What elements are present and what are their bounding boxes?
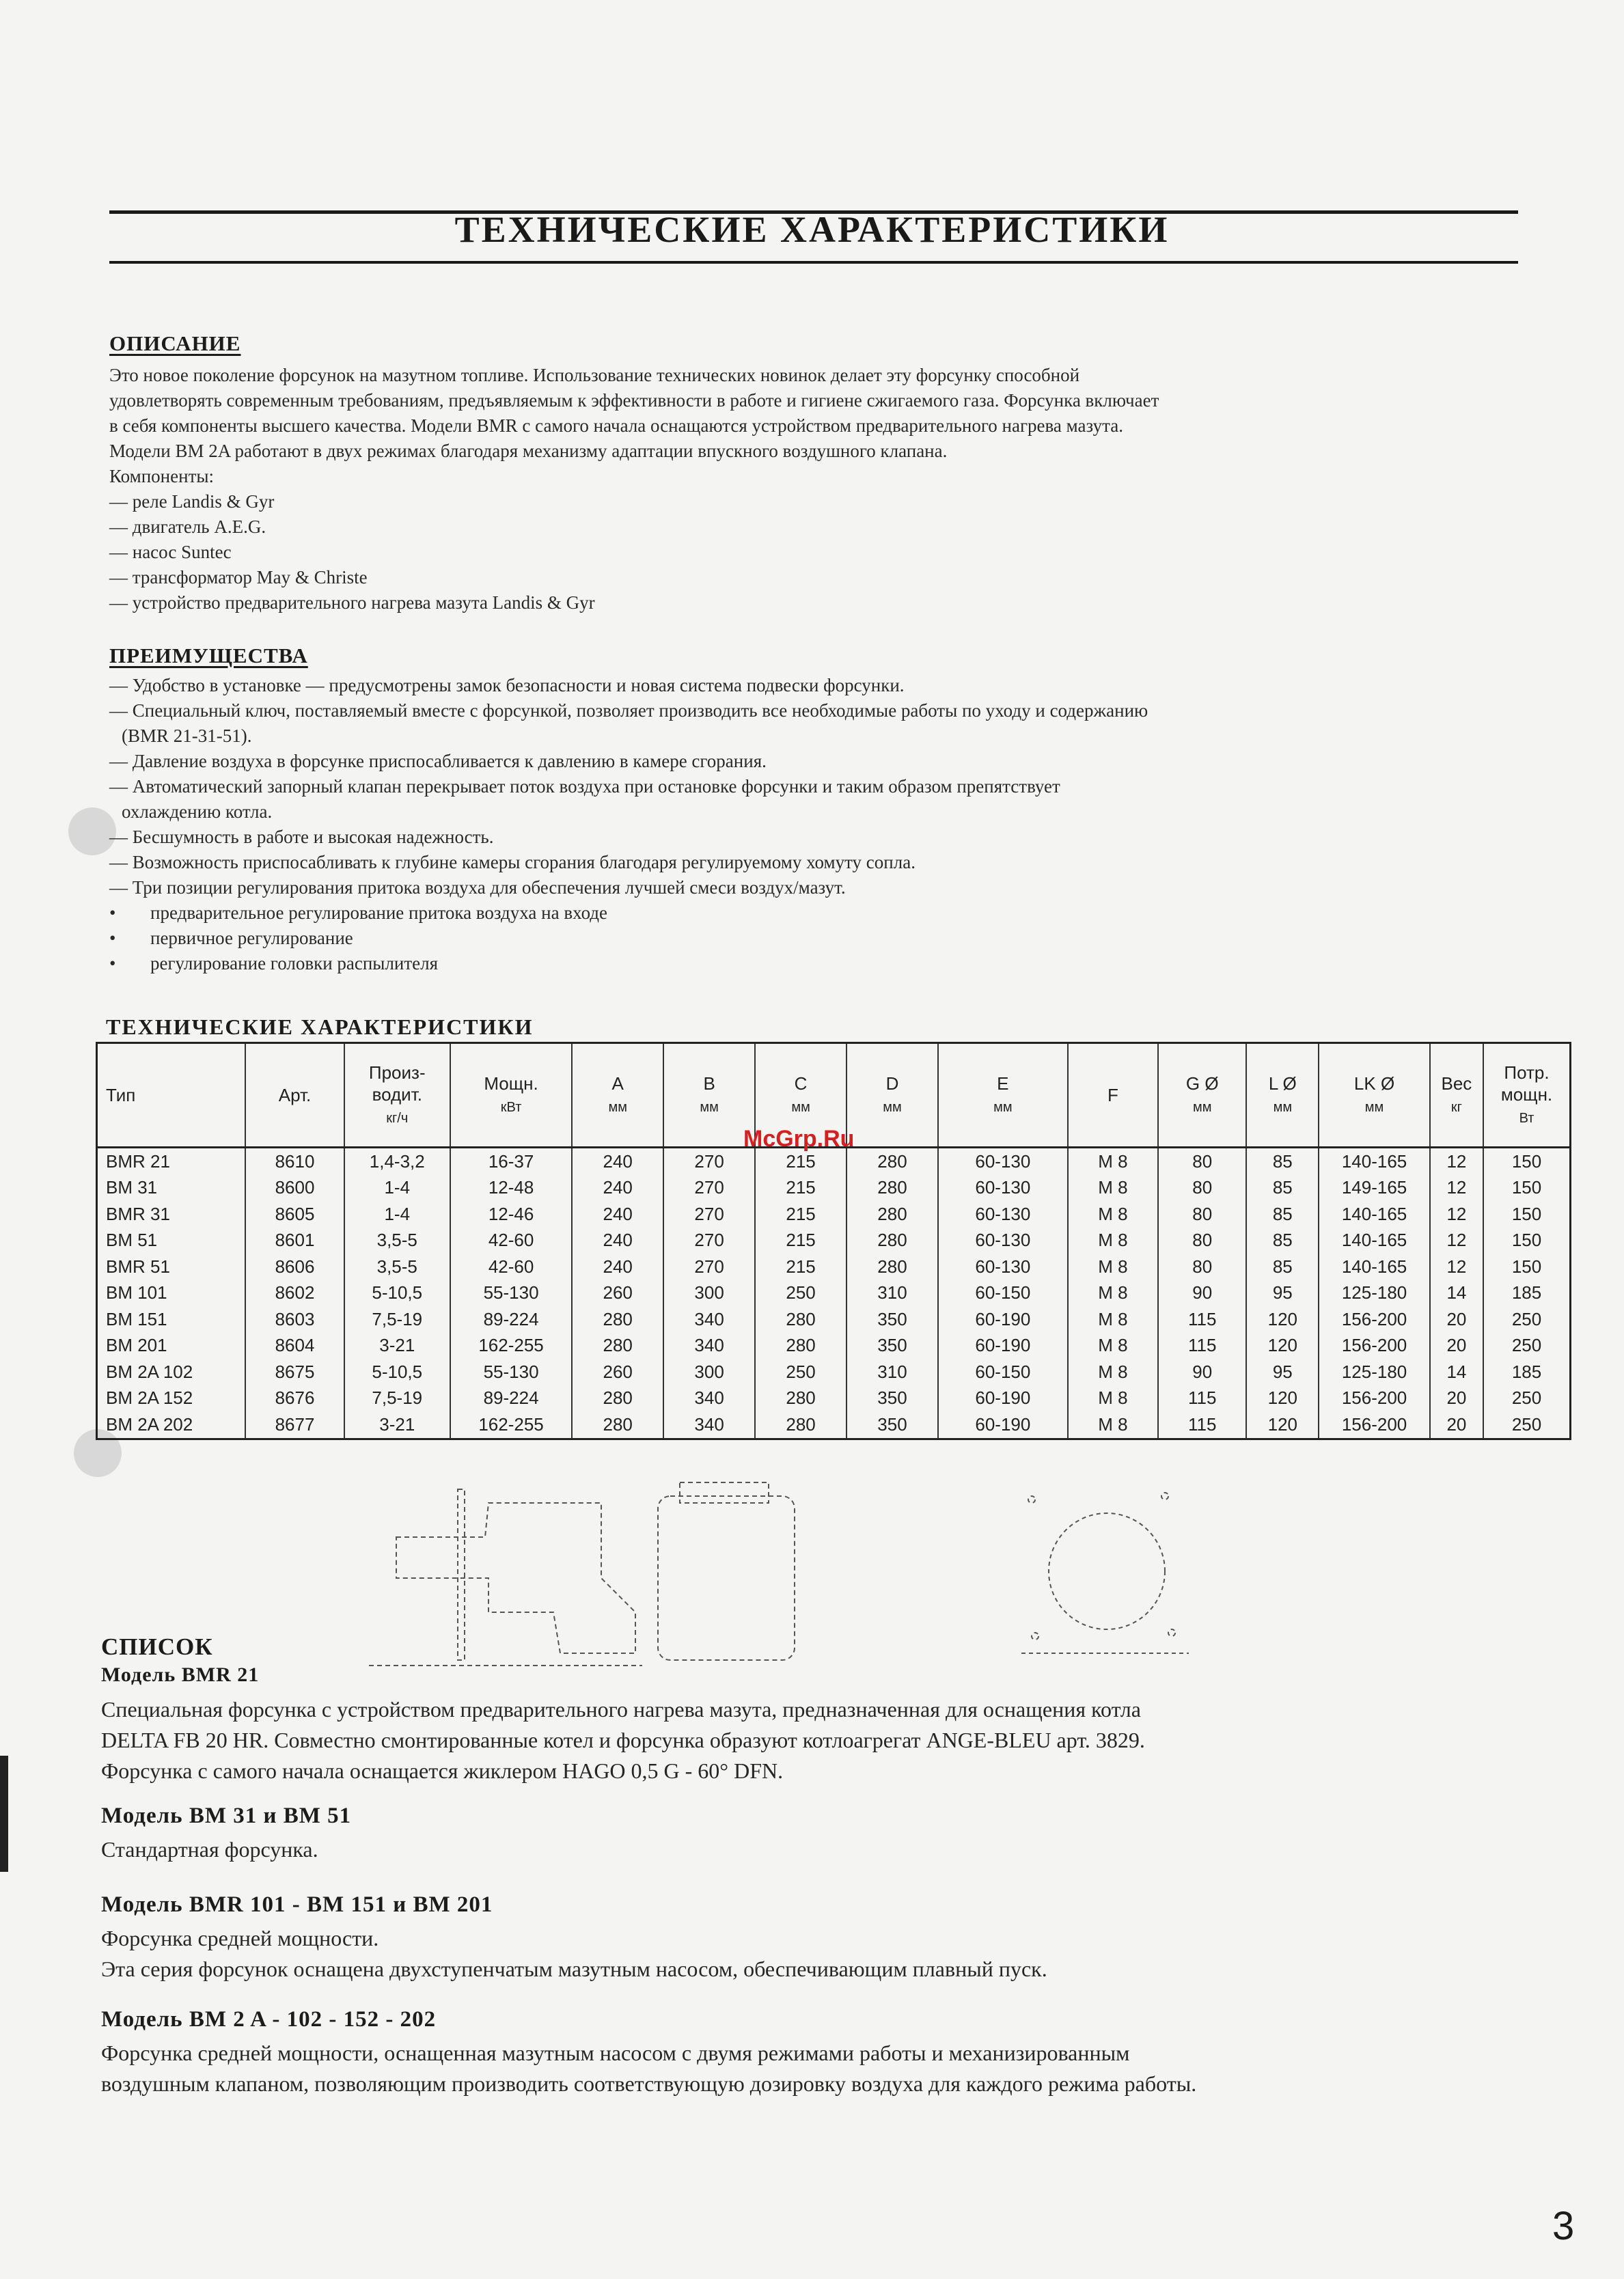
table-cell: M 8 (1068, 1280, 1158, 1307)
table-cell: 14 (1430, 1359, 1483, 1385)
advantage-line: (BMR 21-31-51). (122, 726, 252, 746)
table-cell: 250 (755, 1359, 847, 1385)
table-row (97, 1306, 1571, 1333)
column-unit: мм (608, 1099, 627, 1115)
description-text (109, 363, 1517, 464)
table-cell: BM 201 (97, 1333, 246, 1359)
table-cell: 280 (572, 1411, 663, 1439)
table-cell: 270 (663, 1175, 755, 1202)
column-label: F (1107, 1085, 1118, 1105)
table-cell: M 8 (1068, 1201, 1158, 1228)
table-cell: BMR 51 (97, 1254, 246, 1280)
table-cell: 60-190 (938, 1385, 1068, 1412)
burner-side-drawing (369, 1476, 656, 1674)
table-cell: 12 (1430, 1148, 1483, 1175)
table-cell: 280 (847, 1254, 938, 1280)
table-cell: 240 (572, 1254, 663, 1280)
column-label: Мощн. (484, 1073, 538, 1094)
table-cell: 120 (1246, 1306, 1319, 1333)
column-unit: мм (791, 1099, 810, 1115)
table-cell: 350 (847, 1306, 938, 1333)
column-unit: мм (883, 1099, 902, 1115)
table-cell: 215 (755, 1228, 847, 1254)
table-cell: 60-130 (938, 1175, 1068, 1202)
column-header (1246, 1043, 1319, 1148)
spec-table-heading: ТЕХНИЧЕСКИЕ ХАРАКТЕРИСТИКИ (106, 1014, 534, 1039)
column-header (847, 1043, 938, 1148)
table-cell: 12 (1430, 1254, 1483, 1280)
table-cell: M 8 (1068, 1175, 1158, 1202)
table-cell: 12 (1430, 1228, 1483, 1254)
table-cell: 150 (1483, 1175, 1570, 1202)
table-cell: 260 (572, 1280, 663, 1307)
table-cell: 270 (663, 1228, 755, 1254)
bullet-mark: • (109, 902, 116, 923)
model-line: Специальная форсунка с устройством предварительного нагрева мазута, предназначенная для оснащения котла (101, 1697, 1141, 1722)
table-row (97, 1228, 1571, 1254)
table-cell: 280 (847, 1201, 938, 1228)
table-cell: 310 (847, 1359, 938, 1385)
column-unit: Вт (1519, 1110, 1534, 1126)
table-cell: 156-200 (1319, 1306, 1429, 1333)
table-cell: 150 (1483, 1148, 1570, 1175)
table-cell: 8610 (245, 1148, 344, 1175)
table-cell: 8675 (245, 1359, 344, 1385)
table-cell: M 8 (1068, 1254, 1158, 1280)
table-cell: BMR 31 (97, 1201, 246, 1228)
table-cell: 20 (1430, 1333, 1483, 1359)
table-cell: 3,5-5 (344, 1228, 450, 1254)
bullet-mark: • (109, 928, 116, 948)
table-cell: 280 (755, 1385, 847, 1412)
bullet-text: первичное регулирование (150, 928, 353, 948)
advantage-line: охлаждению котла. (122, 801, 273, 822)
description-heading: ОПИСАНИЕ (109, 331, 241, 355)
column-unit: мм (1364, 1099, 1384, 1115)
bullet-mark: • (109, 953, 116, 973)
table-cell: 280 (847, 1148, 938, 1175)
table-cell: 156-200 (1319, 1411, 1429, 1439)
table-cell: BM 51 (97, 1228, 246, 1254)
table-cell: 120 (1246, 1411, 1319, 1439)
table-cell: 140-165 (1319, 1254, 1429, 1280)
model-title: Модель BM 2 A - 102 - 152 - 202 (101, 2007, 437, 2032)
table-cell: 162-255 (450, 1411, 572, 1439)
table-cell: 7,5-19 (344, 1385, 450, 1412)
table-cell: 260 (572, 1359, 663, 1385)
table-cell: 60-190 (938, 1306, 1068, 1333)
column-header (663, 1043, 755, 1148)
table-cell: 156-200 (1319, 1385, 1429, 1412)
table-cell: 1,4-3,2 (344, 1148, 450, 1175)
table-cell: 140-165 (1319, 1228, 1429, 1254)
table-cell: 1-4 (344, 1201, 450, 1228)
table-cell: 240 (572, 1175, 663, 1202)
component-item: — насос Suntec (109, 542, 232, 562)
model-line: Форсунка средней мощности. (101, 1926, 379, 1950)
column-label: Вес (1441, 1073, 1472, 1094)
table-cell: 80 (1158, 1148, 1246, 1175)
column-unit: мм (1192, 1099, 1212, 1115)
column-unit: кВт (500, 1099, 522, 1115)
table-cell: 185 (1483, 1359, 1570, 1385)
table-cell: 20 (1430, 1385, 1483, 1412)
table-cell: 60-190 (938, 1411, 1068, 1439)
column-label: G Ø (1185, 1073, 1219, 1094)
table-cell: 310 (847, 1280, 938, 1307)
table-cell: 340 (663, 1385, 755, 1412)
column-header (344, 1043, 450, 1148)
description-line: в себя компоненты высшего качества. Модели BMR с самого начала оснащаются устройством предварительного нагрева мазута. (109, 415, 1123, 436)
column-unit: кг (1450, 1099, 1462, 1115)
table-cell: 340 (663, 1333, 755, 1359)
column-header (938, 1043, 1068, 1148)
table-cell: 85 (1246, 1254, 1319, 1280)
table-cell: BM 101 (97, 1280, 246, 1307)
table-cell: 85 (1246, 1201, 1319, 1228)
table-cell: 340 (663, 1411, 755, 1439)
model-description (101, 1694, 1536, 1786)
table-cell: 125-180 (1319, 1359, 1429, 1385)
advantage-line: — Удобство в установке — предусмотрены замок безопасности и новая система подвески форсунки. (109, 675, 905, 695)
table-cell: 12 (1430, 1201, 1483, 1228)
table-cell: 89-224 (450, 1306, 572, 1333)
table-cell: 270 (663, 1254, 755, 1280)
scan-edge-mark (0, 1756, 8, 1872)
table-cell: 14 (1430, 1280, 1483, 1307)
advantage-line: — Бесшумность в работе и высокая надежность. (109, 827, 494, 847)
table-cell: 280 (755, 1411, 847, 1439)
table-cell: 125-180 (1319, 1280, 1429, 1307)
table-cell: 60-150 (938, 1359, 1068, 1385)
column-header (245, 1043, 344, 1148)
table-cell: 340 (663, 1306, 755, 1333)
column-label: Потр. мощн. (1500, 1062, 1553, 1105)
model-title: Модель BM 31 и BM 51 (101, 1804, 352, 1828)
table-cell: 150 (1483, 1254, 1570, 1280)
table-cell: 60-130 (938, 1254, 1068, 1280)
advantage-line: — Давление воздуха в форсунке приспосабливается к давлению в камере сгорания. (109, 751, 767, 771)
advantage-line: — Три позиции регулирования притока воздуха для обеспечения лучшей смеси воздух/мазут. (109, 877, 846, 898)
table-cell: 300 (663, 1280, 755, 1307)
table-cell: 1-4 (344, 1175, 450, 1202)
table-cell: 12 (1430, 1175, 1483, 1202)
advantage-line: — Специальный ключ, поставляемый вместе с форсункой, позволяет производить все необходимые работы по уходу и содержанию (109, 700, 1148, 721)
table-cell: 5-10,5 (344, 1359, 450, 1385)
table-cell: 280 (755, 1306, 847, 1333)
table-cell: BM 31 (97, 1175, 246, 1202)
table-cell: BM 2A 102 (97, 1359, 246, 1385)
model-description (101, 2038, 1536, 2099)
column-label: L Ø (1268, 1073, 1297, 1094)
description-line: Модели BM 2A работают в двух режимах благодаря механизму адаптации впускного воздушного клапана. (109, 441, 948, 461)
table-cell: 140-165 (1319, 1148, 1429, 1175)
table-cell: 280 (847, 1228, 938, 1254)
column-header (1483, 1043, 1570, 1148)
table-cell: 12-46 (450, 1201, 572, 1228)
table-cell: 3,5-5 (344, 1254, 450, 1280)
table-cell: 240 (572, 1201, 663, 1228)
table-cell: 140-165 (1319, 1201, 1429, 1228)
advantage-line: — Автоматический запорный клапан перекрывает поток воздуха при остановке форсунки и таким образом препятствует (109, 776, 1060, 797)
table-cell: M 8 (1068, 1359, 1158, 1385)
table-cell: 280 (572, 1385, 663, 1412)
table-cell: 8677 (245, 1411, 344, 1439)
components-label: Компоненты: (109, 466, 215, 486)
table-cell: 20 (1430, 1306, 1483, 1333)
table-cell: 80 (1158, 1175, 1246, 1202)
model-line: Стандартная форсунка. (101, 1837, 318, 1862)
table-cell: 240 (572, 1148, 663, 1175)
table-cell: 60-150 (938, 1280, 1068, 1307)
table-cell: 85 (1246, 1175, 1319, 1202)
table-cell: 5-10,5 (344, 1280, 450, 1307)
table-row (97, 1201, 1571, 1228)
table-cell: BM 151 (97, 1306, 246, 1333)
table-cell: 115 (1158, 1385, 1246, 1412)
table-cell: 250 (1483, 1333, 1570, 1359)
column-header (1319, 1043, 1429, 1148)
column-header (572, 1043, 663, 1148)
column-header (97, 1043, 246, 1148)
column-label: LK Ø (1353, 1073, 1395, 1094)
table-cell: 16-37 (450, 1148, 572, 1175)
table-cell: 8602 (245, 1280, 344, 1307)
model-title: Модель BMR 21 (101, 1663, 260, 1686)
table-cell: 250 (755, 1280, 847, 1307)
model-description (101, 1923, 1536, 1985)
model-description (101, 1834, 1536, 1865)
advantage-bullet-item (109, 900, 1517, 926)
table-cell: 8600 (245, 1175, 344, 1202)
table-cell: 95 (1246, 1359, 1319, 1385)
table-cell: 149-165 (1319, 1175, 1429, 1202)
model-line: Эта серия форсунок оснащена двухступенчатым мазутным насосом, обеспечивающим плавный пуск. (101, 1957, 1047, 1981)
table-cell: 90 (1158, 1359, 1246, 1385)
column-label: A (611, 1073, 624, 1094)
burner-front-drawing (652, 1479, 803, 1670)
table-row (97, 1359, 1571, 1385)
page-number: 3 (1552, 2204, 1575, 2248)
table-cell: 120 (1246, 1333, 1319, 1359)
column-label: B (703, 1073, 715, 1094)
column-unit: мм (993, 1099, 1013, 1115)
table-cell: 115 (1158, 1306, 1246, 1333)
component-item: — трансформатор May & Christe (109, 567, 368, 588)
column-header (1068, 1043, 1158, 1148)
table-cell: 7,5-19 (344, 1306, 450, 1333)
watermark: McGrp.Ru (743, 1126, 855, 1152)
table-cell: 215 (755, 1148, 847, 1175)
table-cell: 20 (1430, 1411, 1483, 1439)
table-cell: BMR 21 (97, 1148, 246, 1175)
component-item: — устройство предварительного нагрева мазута Landis & Gyr (109, 592, 595, 613)
component-item: — реле Landis & Gyr (109, 491, 275, 512)
table-cell: 85 (1246, 1228, 1319, 1254)
table-cell: 150 (1483, 1228, 1570, 1254)
table-cell: 60-130 (938, 1201, 1068, 1228)
table-cell: 150 (1483, 1201, 1570, 1228)
table-cell: 42-60 (450, 1254, 572, 1280)
column-unit: мм (1273, 1099, 1293, 1115)
table-cell: 89-224 (450, 1385, 572, 1412)
table-cell: 60-190 (938, 1333, 1068, 1359)
table-cell: 60-130 (938, 1148, 1068, 1175)
table-cell: 42-60 (450, 1228, 572, 1254)
table-cell: 85 (1246, 1148, 1319, 1175)
table-cell: M 8 (1068, 1411, 1158, 1439)
table-cell: 162-255 (450, 1333, 572, 1359)
table-cell: 350 (847, 1385, 938, 1412)
bullet-text: регулирование головки распылителя (150, 953, 439, 973)
bullet-text: предварительное регулирование притока воздуха на входе (150, 902, 608, 923)
table-cell: 8676 (245, 1385, 344, 1412)
table-cell: 350 (847, 1411, 938, 1439)
table-cell: 8603 (245, 1306, 344, 1333)
table-cell: 55-130 (450, 1280, 572, 1307)
table-cell: 8604 (245, 1333, 344, 1359)
table-cell: 215 (755, 1254, 847, 1280)
column-header (1430, 1043, 1483, 1148)
table-cell: 280 (572, 1306, 663, 1333)
components-list (109, 464, 1517, 613)
table-cell: 215 (755, 1175, 847, 1202)
table-cell: 280 (847, 1175, 938, 1202)
table-cell: 115 (1158, 1333, 1246, 1359)
table-cell: M 8 (1068, 1385, 1158, 1412)
model-line: Форсунка средней мощности, оснащенная мазутным насосом с двумя режимами работы и механизированным (101, 2041, 1130, 2065)
table-cell: 3-21 (344, 1411, 450, 1439)
column-label: Тип (106, 1085, 136, 1105)
column-label: Арт. (278, 1085, 312, 1105)
advantages-heading: ПРЕИМУЩЕСТВА (109, 644, 308, 667)
flange-drawing (1018, 1479, 1196, 1663)
table-cell: M 8 (1068, 1228, 1158, 1254)
table-cell: 250 (1483, 1385, 1570, 1412)
table-cell: 3-21 (344, 1333, 450, 1359)
table-cell: 350 (847, 1333, 938, 1359)
table-cell: 120 (1246, 1385, 1319, 1412)
table-cell: 80 (1158, 1228, 1246, 1254)
table-cell: 80 (1158, 1201, 1246, 1228)
table-cell: 240 (572, 1228, 663, 1254)
table-row (97, 1385, 1571, 1412)
advantage-bullet-item (109, 926, 1517, 951)
table-cell: 55-130 (450, 1359, 572, 1385)
table-cell: 115 (1158, 1411, 1246, 1439)
title-rule-bottom (109, 261, 1518, 264)
column-label: D (885, 1073, 899, 1094)
column-label: Произ-водит. (368, 1062, 426, 1105)
advantages-text (109, 673, 1517, 900)
description-line: удовлетворять современным требованиям, предъявляемым к эффективности в работе и гигиене сжигаемого газа. Форсунка включает (109, 390, 1159, 411)
column-header (1158, 1043, 1246, 1148)
table-cell: BM 2A 152 (97, 1385, 246, 1412)
table-cell: 185 (1483, 1280, 1570, 1307)
advantage-bullet-item (109, 951, 1517, 976)
model-line: Форсунка с самого начала оснащается жиклером HAGO 0,5 G - 60° DFN. (101, 1758, 784, 1783)
table-cell: 8601 (245, 1228, 344, 1254)
table-cell: M 8 (1068, 1306, 1158, 1333)
table-cell: 95 (1246, 1280, 1319, 1307)
table-row (97, 1280, 1571, 1307)
table-cell: 215 (755, 1201, 847, 1228)
model-line: DELTA FB 20 HR. Совместно смонтированные котел и форсунка образуют котлоагрегат ANGE-BLEU арт. 3829. (101, 1728, 1145, 1752)
table-row (97, 1175, 1571, 1202)
table-cell: 270 (663, 1201, 755, 1228)
table-cell: 8605 (245, 1201, 344, 1228)
model-line: воздушным клапаном, позволяющим производить соответствующую дозировку воздуха для каждого режима работы. (101, 2071, 1197, 2096)
table-cell: 270 (663, 1148, 755, 1175)
table-cell: BM 2A 202 (97, 1411, 246, 1439)
column-header (450, 1043, 572, 1148)
table-cell: M 8 (1068, 1148, 1158, 1175)
table-cell: M 8 (1068, 1333, 1158, 1359)
table-row (97, 1411, 1571, 1439)
table-row (97, 1254, 1571, 1280)
description-line: Это новое поколение форсунок на мазутном топливе. Использование технических новинок делает эту форсунку способной (109, 365, 1080, 385)
table-cell: 60-130 (938, 1228, 1068, 1254)
advantage-line: — Возможность приспосабливать к глубине камеры сгорания благодаря регулируемому хомуту сопла. (109, 852, 916, 872)
page-title: ТЕХНИЧЕСКИЕ ХАРАКТЕРИСТИКИ (454, 209, 1170, 250)
table-cell: 12-48 (450, 1175, 572, 1202)
table-row (97, 1333, 1571, 1359)
table-cell: 80 (1158, 1254, 1246, 1280)
table-cell: 250 (1483, 1411, 1570, 1439)
advantages-bullets (109, 900, 1517, 976)
table-cell: 250 (1483, 1306, 1570, 1333)
spec-table (96, 1042, 1571, 1440)
list-heading: СПИСОК (101, 1633, 213, 1660)
table-cell: 90 (1158, 1280, 1246, 1307)
column-unit: кг/ч (386, 1110, 409, 1126)
component-item: — двигатель A.E.G. (109, 516, 266, 537)
table-cell: 156-200 (1319, 1333, 1429, 1359)
table-cell: 280 (755, 1333, 847, 1359)
column-label: C (794, 1073, 808, 1094)
column-unit: мм (700, 1099, 719, 1115)
table-cell: 8606 (245, 1254, 344, 1280)
model-title: Модель BMR 101 - BM 151 и BM 201 (101, 1892, 493, 1917)
column-label: E (997, 1073, 1009, 1094)
table-cell: 300 (663, 1359, 755, 1385)
table-cell: 280 (572, 1333, 663, 1359)
